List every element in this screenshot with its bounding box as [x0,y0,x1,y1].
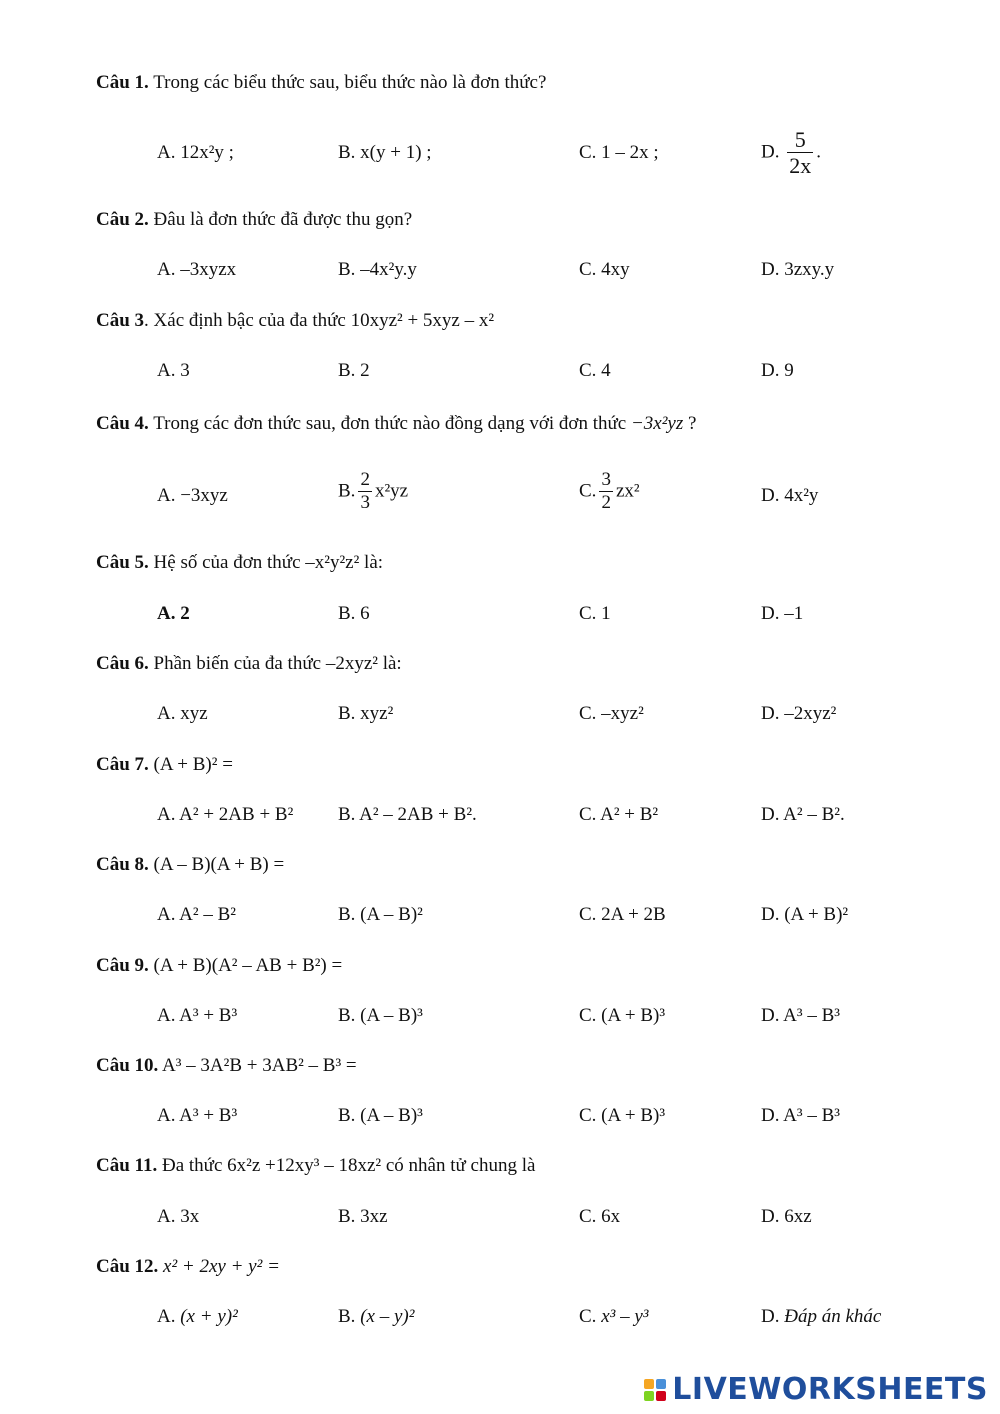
option-d[interactable]: D. –2xyz² [761,703,837,724]
option-label: C. [579,1306,602,1327]
question-number: Câu 8. [96,854,149,875]
option-d[interactable] [761,1306,881,1328]
option-b[interactable]: B. A² – 2AB + B². [338,804,477,825]
denominator: 2 [601,491,611,513]
question-text: (A + B)(A² – AB + B²) = [148,955,343,976]
question-text: Đa thức 6x²z +12xy³ – 18xz² có nhân tử chung là [157,1155,536,1176]
option-c[interactable]: C. (A + B)³ [579,1005,666,1026]
option-a[interactable]: A. 12x²y ; [157,142,234,163]
option-a[interactable]: A. A² + 2AB + B² [157,804,294,825]
question-number: Câu 2. [96,209,149,230]
option-c[interactable]: C. 4 [579,360,611,381]
option-c[interactable]: C. –xyz² [579,703,644,724]
denominator: 3 [360,491,370,513]
option-c[interactable]: C. 6x [579,1206,621,1227]
option-expr: (x – y)² [360,1306,415,1327]
question-number: Câu 6. [96,653,149,674]
option-b[interactable]: B. 3xz [338,1206,388,1227]
option-c[interactable]: C. A² + B² [579,804,659,825]
option-b[interactable]: B. (A – B)³ [338,1105,423,1126]
option-a[interactable]: A. –3xyzx [157,259,237,280]
denominator: 2x [789,153,812,179]
question-tail: ? [683,413,697,434]
option-a[interactable]: A. A³ + B³ [157,1005,238,1026]
option-c[interactable]: C. 1 [579,603,611,624]
question-text: A³ – 3A²B + 3AB² – B³ = [158,1055,357,1076]
question-number: Câu 12. [96,1256,159,1277]
logo-text: LIVEWORKSHEETS [672,1372,988,1407]
option-c[interactable]: C. 1 – 2x ; [579,142,659,163]
question-number: Câu 4. [96,413,149,434]
math-expression: −3x²yz [630,413,684,434]
option-label: D. [761,141,780,163]
option-label: C. [579,480,597,502]
fraction [358,470,372,514]
question-text: Trong các biểu thức sau, biểu thức nào là đơn thức? [148,72,547,93]
option-d[interactable]: D. A³ – B³ [761,1105,840,1126]
question-number: Câu 3 [96,310,145,331]
question-text: Trong các đơn thức sau, đơn thức nào đồng dạng với đơn thức [148,413,631,434]
option-b[interactable]: B. xyz² [338,703,394,724]
option-d[interactable]: D. 9 [761,360,794,381]
question-text: Đâu là đơn thức đã được thu gọn? [148,209,413,230]
option-d[interactable]: D. (A + B)² [761,904,849,925]
question-text: . Xác định bậc của đa thức 10xyz² + 5xyz – x² [144,310,495,331]
question-text: x² + 2xy + y² = [158,1256,280,1277]
option-b[interactable] [338,470,408,514]
option-label: A. [157,1306,181,1327]
option-a[interactable]: A. 3 [157,360,190,381]
option-label: D. [761,1306,785,1327]
option-c[interactable]: C. 4xy [579,259,630,280]
option-label: B. [338,480,356,502]
option-d[interactable]: D. –1 [761,603,804,624]
question-text: (A + B)² = [148,754,233,775]
option-expr: Đáp án khác [784,1306,882,1327]
option-c[interactable] [579,1306,648,1328]
option-d[interactable]: D. 3zxy.y [761,259,835,280]
option-b[interactable] [338,1306,414,1328]
option-d[interactable]: D. A³ – B³ [761,1005,840,1026]
option-d[interactable]: D. 6xz [761,1206,812,1227]
question-text: Phần biến của đa thức –2xyz² là: [148,653,402,674]
option-expr: x³ – y³ [601,1306,649,1327]
option-a[interactable] [157,1306,238,1328]
option-d[interactable]: D. A² – B². [761,804,845,825]
option-c[interactable]: C. 2A + 2B [579,904,666,925]
option-expr: (x + y)² [180,1306,238,1327]
option-b[interactable]: B. 2 [338,360,370,381]
question-number: Câu 11. [96,1155,158,1176]
option-a[interactable]: A. −3xyz [157,485,228,506]
option-b[interactable]: B. (A – B)² [338,904,423,925]
option-b[interactable]: B. (A – B)³ [338,1005,423,1026]
logo-mark-icon [644,1379,666,1401]
option-a[interactable]: A. A³ + B³ [157,1105,238,1126]
option-tail: x²yz [374,480,409,502]
fraction [787,128,813,178]
question-number: Câu 1. [96,72,149,93]
option-c[interactable] [579,470,640,514]
numerator: 2 [360,469,370,490]
option-d[interactable]: D. 4x²y [761,485,819,506]
option-label: B. [338,1306,361,1327]
question-number: Câu 10. [96,1055,159,1076]
option-a[interactable]: A. A² – B² [157,904,236,925]
option-a[interactable]: A. 2 [157,603,190,624]
question-number: Câu 7. [96,754,149,775]
liveworksheets-logo [644,1372,988,1407]
option-tail: zx² [615,480,640,502]
question-text: (A – B)(A + B) = [148,854,285,875]
option-tail: . [816,141,821,163]
option-a[interactable]: A. xyz [157,703,208,724]
option-c[interactable]: C. (A + B)³ [579,1105,666,1126]
option-a[interactable]: A. 3x [157,1206,200,1227]
option-d[interactable] [761,128,821,178]
numerator: 3 [601,469,611,490]
question-number: Câu 5. [96,552,149,573]
option-b[interactable]: B. –4x²y.y [338,259,417,280]
option-b[interactable]: B. 6 [338,603,370,624]
fraction [599,470,613,514]
option-b[interactable]: B. x(y + 1) ; [338,142,432,163]
numerator: 5 [794,127,806,152]
question-text: Hệ số của đơn thức –x²y²z² là: [148,552,384,573]
question-number: Câu 9. [96,955,149,976]
